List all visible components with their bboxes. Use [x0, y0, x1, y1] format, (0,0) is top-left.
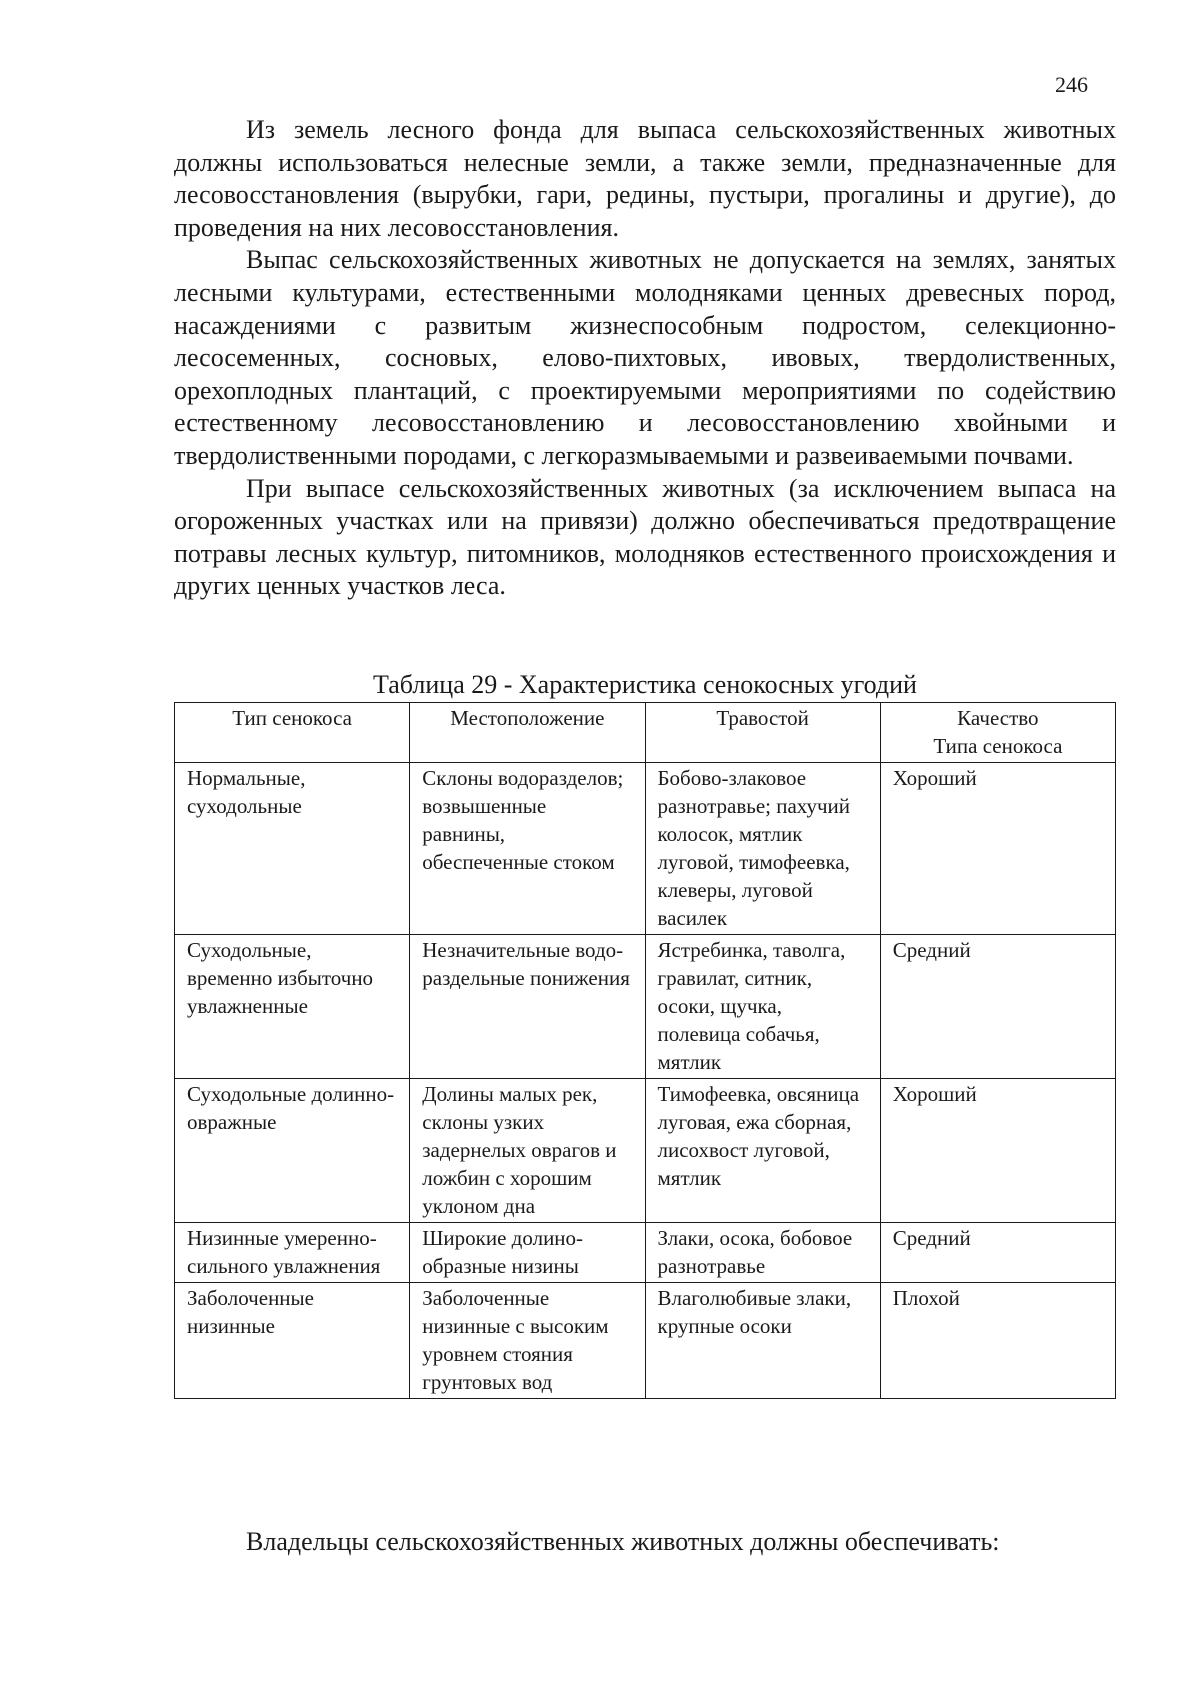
cell-type: Низинные умеренно- сильного увлажнения: [175, 1223, 410, 1283]
cell-grass: Влаголюбивые злаки, крупные осоки: [645, 1283, 880, 1399]
hayfield-table: [174, 702, 1116, 1399]
header-quality: [880, 703, 1115, 763]
table-row: [175, 935, 1116, 1079]
paragraph-grazing-restrictions: Выпас сельскохозяйственных животных не допускается на землях, занятых лесными культурами, естественными молодняками ценных древесных пород, насаждениями с развитым жизнеспособным подростом, селекционно-лесосеменных, сосновых, елово-пихтовых, ивовых, твердолиственных, орехоплодных плантаций, с проектируемыми мероприятиями по содействию естественному лесовосстановлению и лесовосстановлению хвойными и твердолиственными породами, с легкоразмываемыми и развеиваемыми почвами.: [174, 245, 1116, 470]
cell-location: Незначительные водо- раздельные понижения: [410, 935, 645, 1079]
page-number: 246: [1055, 72, 1088, 97]
header-quality-line1: Качество: [957, 706, 1039, 730]
cell-location: Склоны водоразделов; возвышенные равнины, обеспеченные стоком: [410, 763, 645, 935]
header-grass: Травостой: [645, 703, 880, 763]
cell-type: Нормальные, суходольные: [175, 763, 410, 935]
header-type: Тип сенокоса: [175, 703, 410, 763]
cell-type: Заболоченные низинные: [175, 1283, 410, 1399]
cell-type: Суходольные, временно избыточно увлажненные: [175, 935, 410, 1079]
table-row: [175, 1079, 1116, 1223]
header-quality-line2: Типа сенокоса: [933, 734, 1063, 758]
cell-location: Заболоченные низинные с высоким уровнем стояния грунтовых вод: [410, 1283, 645, 1399]
closing-text: Владельцы сельскохозяйственных животных должны обеспечивать:: [246, 1527, 1000, 1556]
cell-quality: Плохой: [880, 1283, 1115, 1399]
cell-grass: Тимофеевка, овсяница луговая, ежа сборная, лисохвост луговой, мятлик: [645, 1079, 880, 1223]
table-caption: Таблица 29 - Характеристика сенокосных угодий: [373, 670, 917, 699]
cell-grass: Ястребинка, таволга, гравилат, ситник, осоки, щучка, полевица собачья, мятлик: [645, 935, 880, 1079]
table-row: [175, 763, 1116, 935]
table-row: [175, 1223, 1116, 1283]
cell-grass: Злаки, осока, бобовое разнотравье: [645, 1223, 880, 1283]
paragraph-grazing-protection: При выпасе сельскохозяйственных животных (за исключением выпаса на огороженных участках или на привязи) должно обеспечиваться предотвращение потравы лесных культур, питомников, молодняков естественного происхождения и других ценных участков леса.: [174, 473, 1116, 601]
cell-location: Широкие долино- образные низины: [410, 1223, 645, 1283]
cell-type: Суходольные долинно-овражные: [175, 1079, 410, 1223]
table-row: [175, 1283, 1116, 1399]
cell-grass: Бобово-злаковое разнотравье; пахучий колосок, мятлик луговой, тимофеевка, клеверы, луговой василек: [645, 763, 880, 935]
table-header-row: [175, 703, 1116, 763]
cell-quality: Средний: [880, 935, 1115, 1079]
cell-quality: Средний: [880, 1223, 1115, 1283]
cell-quality: Хороший: [880, 763, 1115, 935]
cell-location: Долины малых рек, склоны узких задернелых оврагов и ложбин с хорошим уклоном дна: [410, 1079, 645, 1223]
header-location: Местоположение: [410, 703, 645, 763]
cell-quality: Хороший: [880, 1079, 1115, 1223]
body-text: [174, 114, 1116, 603]
paragraph-land-use: Из земель лесного фонда для выпаса сельскохозяйственных животных должны использоваться нелесные земли, а также земли, предназначенные для лесовосстановления (вырубки, гари, редины, пустыри, прогалины и другие), до проведения на них лесовосстановления.: [174, 115, 1116, 242]
